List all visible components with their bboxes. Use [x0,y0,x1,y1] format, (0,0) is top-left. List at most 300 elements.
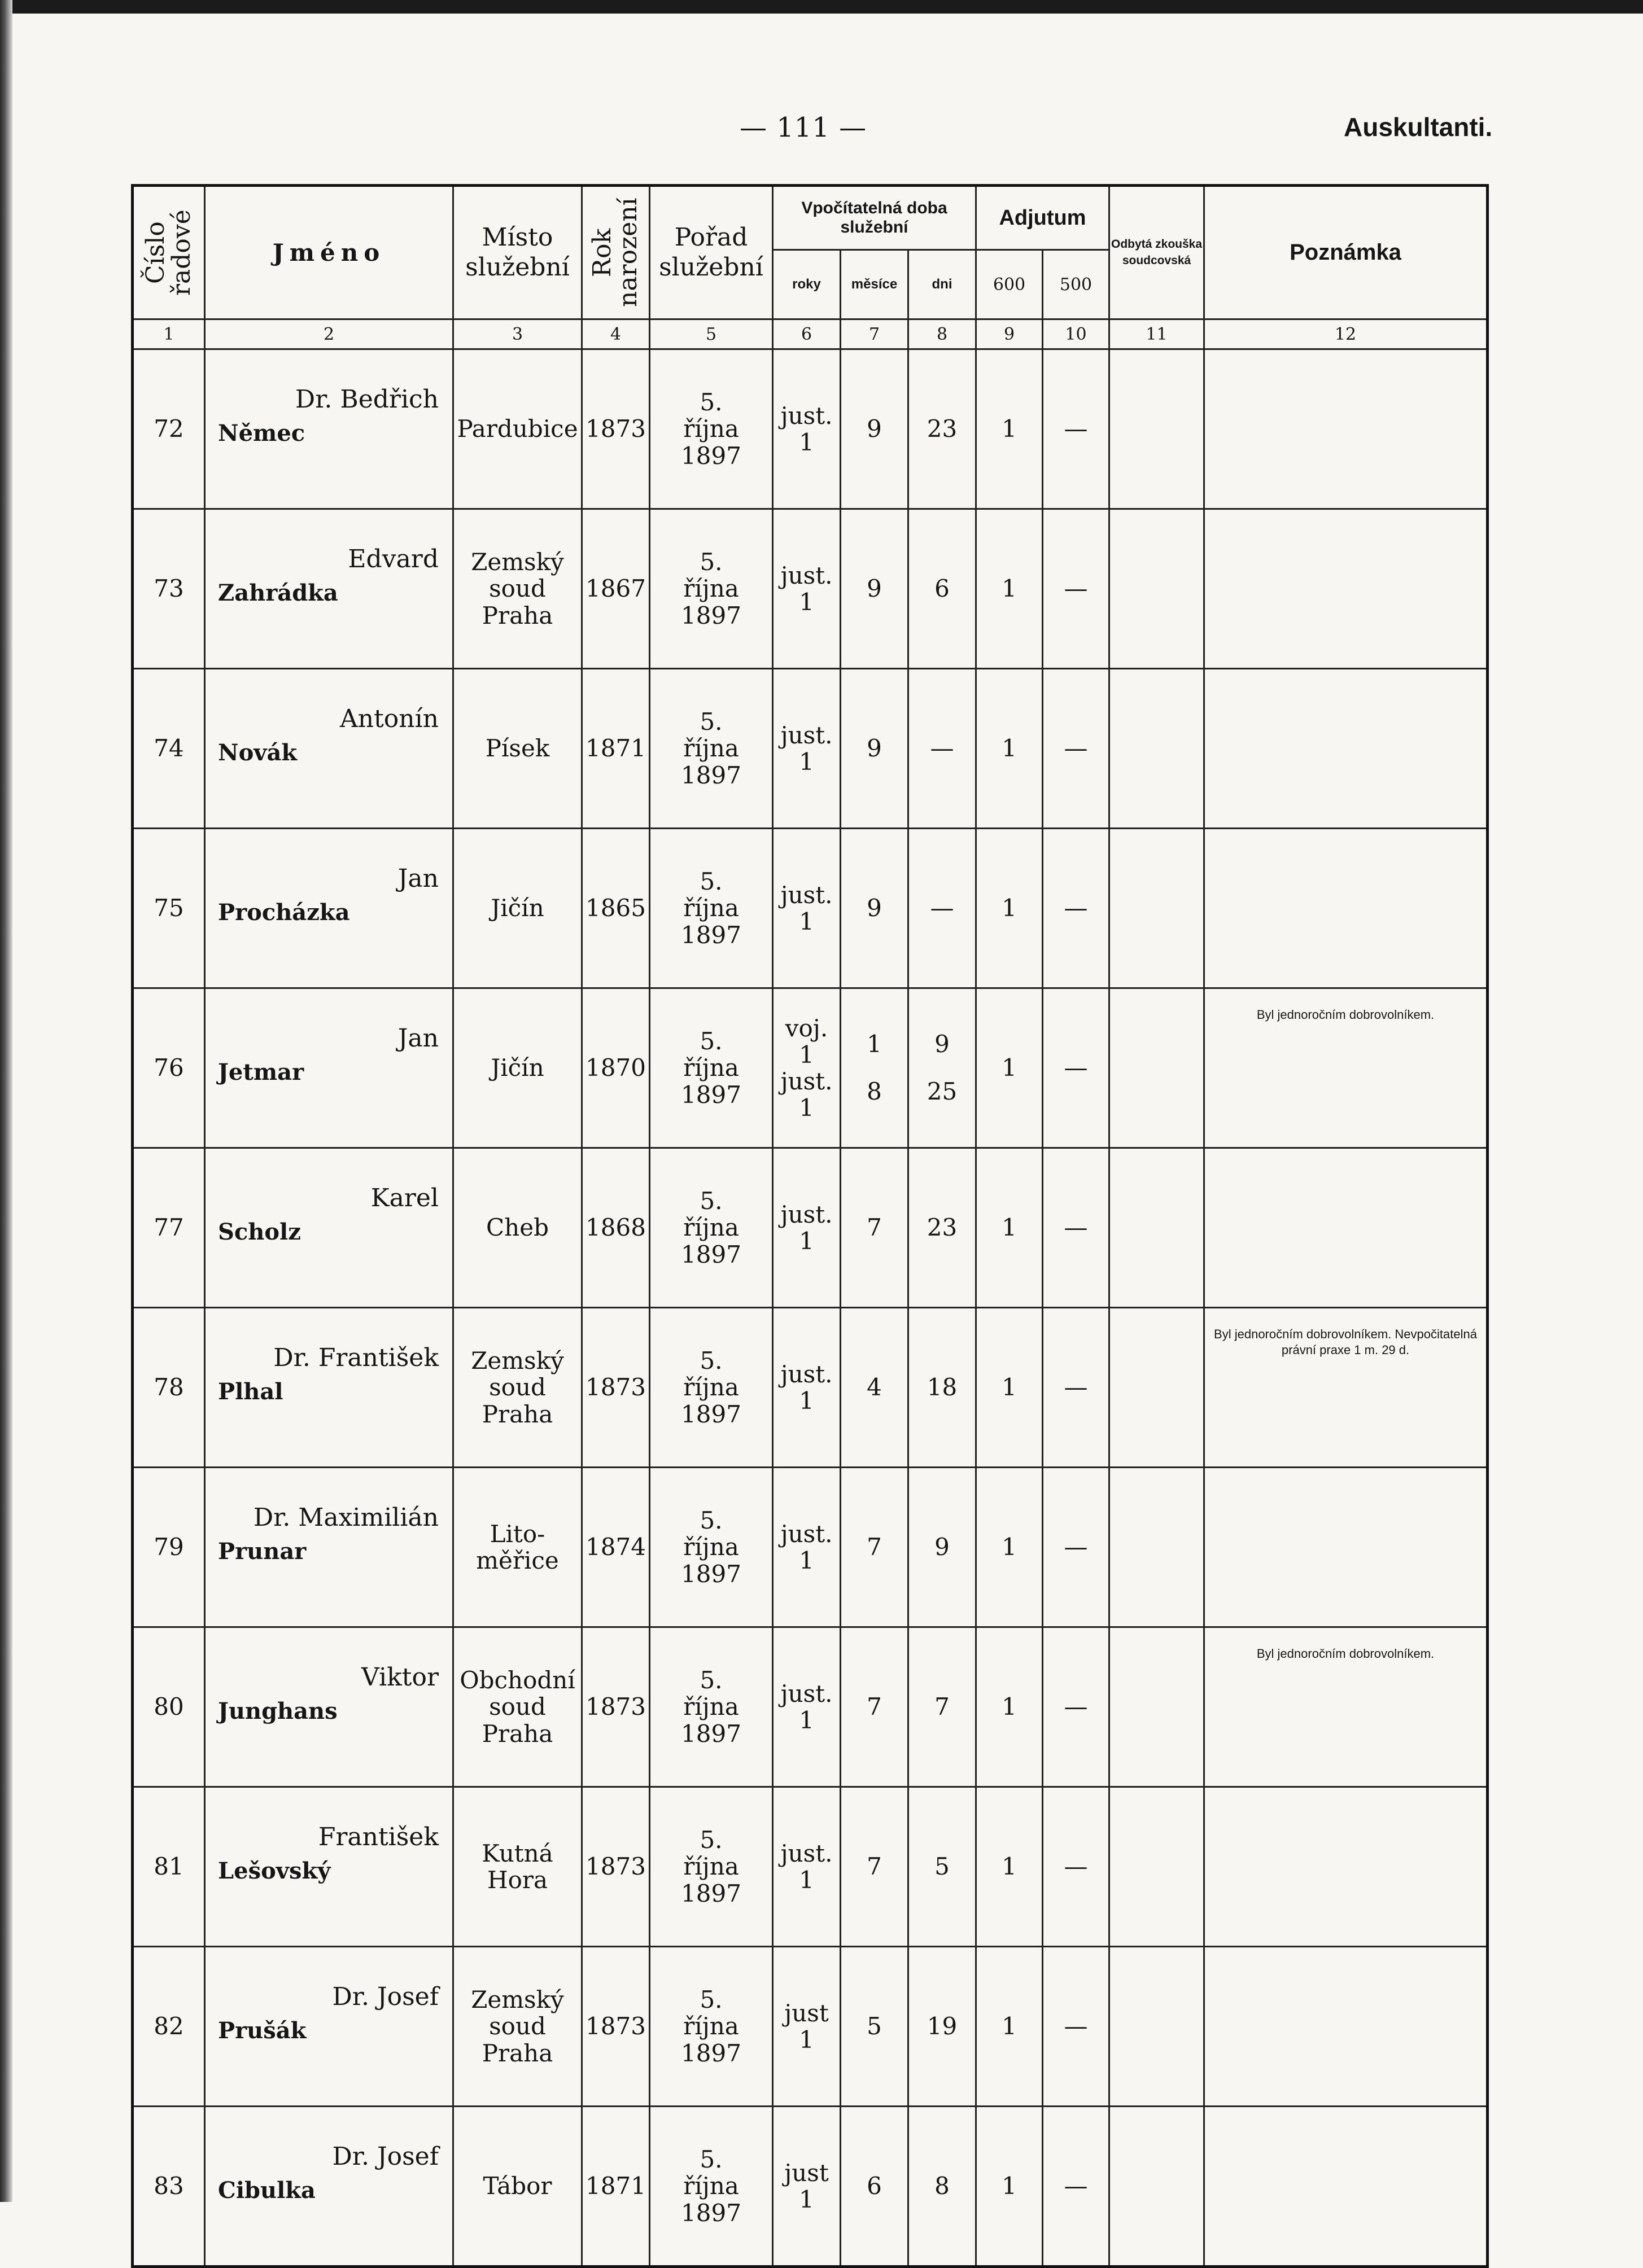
header-poznamka: Poznámka [1204,186,1488,319]
years-line: 1 [799,908,814,935]
column-number: 4 [582,319,650,349]
given-name: Edvard [348,545,439,573]
years-line: 1 [799,1227,814,1255]
note-cell [1204,1308,1488,1468]
note-cell [1204,509,1488,669]
given-name: Jan [397,864,439,893]
row-number [133,349,205,509]
row-number-text: 82 [154,2012,184,2041]
years-line: just. [780,1520,833,1548]
adjutum-600-value: 1 [1002,734,1017,763]
days-value: 7 [934,1693,950,1720]
years-line: just. [780,561,833,589]
header-mesice: měsíce [841,250,908,319]
adjutum-600-cell [976,509,1043,669]
exam-cell [1109,988,1204,1148]
years-cell [773,1787,841,1947]
adjutum-500-value: — [1064,1373,1088,1402]
adjutum-600-value: 1 [1002,1533,1017,1561]
name-cell [205,509,453,669]
given-name: Karel [370,1184,439,1212]
header-jmeno: Jméno [205,186,453,319]
name-cell [205,988,453,1148]
months-value: 7 [867,1853,882,1880]
surname: Cibulka [218,2177,316,2204]
exam-cell [1109,829,1204,988]
note-cell [1204,1627,1488,1787]
header-misto: Místo služební [453,186,582,319]
page-number: — 111 — [740,112,867,143]
adjutum-600-value: 1 [1002,894,1017,922]
service-order-line: 5. [700,1027,723,1056]
months-cell [841,1148,908,1308]
years-line: 1 [799,1040,814,1069]
header-adjutum-group: Adjutum [976,186,1109,250]
given-name: Dr. Josef [332,2142,439,2171]
scan-top-edge [0,0,1643,14]
header-adjutum-500: 500 [1043,250,1109,319]
given-name: František [318,1823,439,1851]
months-cell [841,1787,908,1947]
months-value: 6 [867,2172,882,2200]
row-number-text: 79 [154,1533,184,1561]
months-cell [841,2107,908,2267]
years-line: just. [780,1679,833,1707]
service-order-line: 5. [700,548,723,576]
surname: Novák [218,739,298,766]
adjutum-600-value: 1 [1002,1693,1017,1721]
days-cell [908,1627,976,1787]
birth-year-cell [582,2107,650,2267]
table-row [133,1947,1488,2107]
column-number: 7 [841,319,908,349]
name-cell [205,829,453,988]
name-cell [205,1787,453,1947]
note-cell [1204,1148,1488,1308]
service-order-line: 1897 [681,601,741,629]
adjutum-500-value: — [1064,575,1088,603]
service-order-line: 1897 [681,2199,741,2227]
adjutum-500-value: — [1064,1214,1088,1242]
adjutum-500-value: — [1064,1533,1088,1561]
birth-year: 1873 [585,415,646,443]
days-value: 23 [927,415,958,443]
column-number: 6 [773,319,841,349]
birth-year: 1870 [585,1054,646,1082]
header-adjutum-600: 600 [976,250,1043,319]
adjutum-500-value: — [1064,894,1088,922]
given-name: Dr. Josef [332,1982,439,2011]
days-value: 8 [934,2172,950,2200]
adjutum-600-cell [976,988,1043,1148]
days-cell [908,509,976,669]
row-number [133,509,205,669]
adjutum-500-cell [1043,1947,1109,2107]
service-order-cell [650,1627,773,1787]
note-cell [1204,1787,1488,1947]
birth-year-cell [582,509,650,669]
section-title: Auskultanti. [1344,112,1493,142]
column-number-row [133,319,1488,349]
months-cell [841,1947,908,2107]
service-order-cell [650,1148,773,1308]
months-value: 4 [867,1373,882,1401]
adjutum-500-cell [1043,349,1109,509]
service-order-line: 1897 [681,1879,741,1907]
months-value: 9 [867,894,882,922]
birth-year: 1871 [585,734,646,763]
adjutum-600-cell [976,669,1043,829]
exam-cell [1109,1627,1204,1787]
row-number [133,1627,205,1787]
given-name: Dr. Bedřich [295,385,439,414]
days-value: 9 [934,1533,950,1561]
table-row [133,1468,1488,1627]
days-value: — [930,894,954,922]
exam-cell [1109,509,1204,669]
row-number [133,1308,205,1468]
surname: Němec [218,420,305,446]
column-number: 8 [908,319,976,349]
place-cell [453,669,582,829]
row-number-text: 81 [154,1853,184,1881]
years-line: just. [780,1067,833,1095]
months-value: 1 [867,1030,882,1058]
adjutum-500-cell [1043,829,1109,988]
service-order-line: 1897 [681,1560,741,1588]
table-row [133,1148,1488,1308]
months-cell [841,349,908,509]
column-number: 12 [1204,319,1488,349]
exam-cell [1109,1947,1204,2107]
years-line: 1 [799,1094,814,1122]
row-number-text: 75 [154,894,184,922]
days-cell [908,1787,976,1947]
months-value: 7 [867,1693,882,1720]
surname: Junghans [218,1698,338,1724]
service-order-cell [650,1308,773,1468]
name-cell [205,2107,453,2267]
row-number [133,1148,205,1308]
row-number-text: 78 [154,1373,184,1402]
place-cell [453,349,582,509]
months-cell [841,1468,908,1627]
adjutum-600-value: 1 [1002,2172,1017,2200]
days-cell [908,349,976,509]
years-line: just. [780,1360,833,1388]
adjutum-500-cell [1043,1787,1109,1947]
given-name: Jan [397,1024,439,1053]
years-cell [773,1468,841,1627]
birth-year-cell [582,1308,650,1468]
exam-cell [1109,2107,1204,2267]
days-cell [908,1148,976,1308]
years-cell [773,1627,841,1787]
days-value: 6 [934,575,950,602]
table-row [133,829,1488,988]
service-order-line: 1897 [681,1080,741,1109]
days-value: 25 [927,1078,958,1105]
header-zkouska: Odbytá zkouška soudcovská [1109,186,1204,319]
birth-year-cell [582,988,650,1148]
name-cell [205,1148,453,1308]
days-cell [908,2107,976,2267]
adjutum-500-cell [1043,1627,1109,1787]
birth-year-cell [582,669,650,829]
place-text: Zemský soud Praha [471,1986,564,2067]
adjutum-600-cell [976,2107,1043,2267]
service-order-line: října [683,2172,739,2200]
service-order-cell [650,509,773,669]
place-cell [453,1468,582,1627]
adjutum-600-cell [976,1468,1043,1627]
years-line: just. [780,1200,833,1228]
service-order-line: 1897 [681,1240,741,1268]
birth-year: 1871 [585,2172,646,2200]
adjutum-500-value: — [1064,2012,1088,2041]
service-order-line: října [683,1853,739,1881]
place-text: Kutná Hora [482,1839,553,1894]
column-number: 5 [650,319,773,349]
exam-cell [1109,1148,1204,1308]
service-order-line: 5. [700,1826,723,1854]
birth-year-cell [582,1787,650,1947]
note-text: Byl jednoročním dobrovolníkem. [1256,1008,1435,1022]
place-text: Pardubice [457,415,578,443]
place-text: Cheb [486,1214,549,1242]
row-number [133,1468,205,1627]
adjutum-600-cell [976,1627,1043,1787]
header-service-group: Vpočítatelná doba služební [773,186,976,250]
note-cell [1204,829,1488,988]
row-number [133,1787,205,1947]
years-line: 1 [799,1547,814,1574]
years-line: just. [780,881,833,909]
service-order-line: 5. [700,388,723,417]
row-number [133,2107,205,2267]
service-order-line: 5. [700,1507,723,1535]
years-cell [773,988,841,1148]
service-order-cell [650,2107,773,2267]
column-number: 1 [133,319,205,349]
years-cell [773,1947,841,2107]
name-cell [205,349,453,509]
place-cell [453,1787,582,1947]
table-row [133,1308,1488,1468]
birth-year: 1873 [585,1373,646,1402]
months-cell [841,1308,908,1468]
scan-left-edge [0,0,12,2202]
service-order-line: 5. [700,1986,723,2014]
service-order-line: října [683,1533,739,1561]
birth-year-cell [582,1947,650,2107]
years-line: just. [780,401,833,430]
row-number [133,829,205,988]
service-order-line: října [683,1693,739,1721]
years-line: just [784,1999,829,2027]
birth-year-cell [582,349,650,509]
note-cell [1204,349,1488,509]
row-number-text: 73 [154,575,184,603]
column-number: 2 [205,319,453,349]
adjutum-500-cell [1043,669,1109,829]
place-text: Zemský soud Praha [471,548,564,629]
service-order-line: 1897 [681,761,741,789]
table-row [133,2107,1488,2267]
years-cell [773,669,841,829]
service-order-line: října [683,894,739,922]
name-cell [205,1947,453,2107]
days-value: 5 [934,1853,950,1880]
header-porad: Pořad služební [650,186,773,319]
birth-year: 1874 [585,1533,646,1561]
row-number-text: 80 [154,1693,184,1721]
adjutum-500-cell [1043,1468,1109,1627]
service-order-line: října [683,1214,739,1242]
days-value: 23 [927,1214,958,1241]
given-name: Viktor [361,1663,439,1692]
service-order-line: října [683,734,739,763]
adjutum-600-value: 1 [1002,575,1017,603]
service-order-line: října [683,1373,739,1402]
service-order-line: 1897 [681,921,741,949]
row-number-text: 72 [154,415,184,443]
row-number-text: 74 [154,734,184,763]
header-dni: dni [908,250,976,319]
months-cell [841,988,908,1148]
days-cell [908,988,976,1148]
months-value: 9 [867,734,882,762]
service-order-cell [650,1787,773,1947]
service-order-line: 5. [700,868,723,896]
adjutum-500-value: — [1064,415,1088,443]
name-cell [205,1468,453,1627]
years-cell [773,509,841,669]
adjutum-600-cell [976,1148,1043,1308]
birth-year: 1867 [585,575,646,603]
register-table [131,184,1489,2268]
adjutum-500-value: — [1064,2172,1088,2200]
days-cell [908,1468,976,1627]
place-text: Jičín [491,894,544,922]
adjutum-600-cell [976,829,1043,988]
row-number [133,669,205,829]
place-text: Jičín [491,1054,544,1082]
table-row [133,509,1488,669]
years-line: just. [780,1839,833,1867]
years-cell [773,349,841,509]
months-value: 7 [867,1214,882,1241]
table-row [133,349,1488,509]
months-cell [841,509,908,669]
adjutum-600-cell [976,1787,1043,1947]
birth-year: 1868 [585,1214,646,1242]
place-cell [453,829,582,988]
note-cell [1204,1468,1488,1627]
column-number: 10 [1043,319,1109,349]
note-cell [1204,669,1488,829]
table-row [133,1787,1488,1947]
birth-year: 1873 [585,2012,646,2041]
service-order-line: 5. [700,1187,723,1215]
years-line: 1 [799,1706,814,1734]
table-row [133,1627,1488,1787]
place-text: Lito-měřice [476,1520,559,1574]
place-cell [453,988,582,1148]
adjutum-500-cell [1043,509,1109,669]
row-number [133,1947,205,2107]
surname: Jetmar [218,1059,304,1085]
years-line: 1 [799,1866,814,1894]
exam-cell [1109,349,1204,509]
surname: Scholz [218,1219,301,1245]
years-line: voj. [785,1014,828,1042]
years-cell [773,829,841,988]
service-order-line: října [683,415,739,443]
service-order-line: 1897 [681,441,741,470]
exam-cell [1109,1308,1204,1468]
adjutum-500-cell [1043,1148,1109,1308]
surname: Prunar [218,1538,307,1565]
months-cell [841,829,908,988]
header-rok: Rok narození [582,186,650,319]
adjutum-600-value: 1 [1002,1853,1017,1881]
place-text: Písek [485,734,550,763]
adjutum-500-value: — [1064,1853,1088,1881]
adjutum-500-value: — [1064,734,1088,763]
service-order-cell [650,349,773,509]
adjutum-600-value: 1 [1002,415,1017,443]
adjutum-600-cell [976,1947,1043,2107]
service-order-line: října [683,2012,739,2041]
years-cell [773,2107,841,2267]
years-cell [773,1308,841,1468]
service-order-line: 5. [700,1347,723,1375]
service-order-line: 5. [700,2146,723,2174]
adjutum-600-value: 1 [1002,1054,1017,1082]
note-text: Byl jednoročním dobrovolníkem. [1256,1647,1435,1661]
surname: Plhal [218,1378,283,1405]
service-order-cell [650,988,773,1148]
exam-cell [1109,1468,1204,1627]
note-cell [1204,2107,1488,2267]
given-name: Antonín [339,704,439,733]
months-value: 5 [867,2012,882,2040]
birth-year-cell [582,1148,650,1308]
place-cell [453,509,582,669]
days-cell [908,669,976,829]
years-line: just [784,2158,829,2187]
service-order-line: 1897 [681,2039,741,2067]
months-value: 9 [867,575,882,602]
months-cell [841,1627,908,1787]
service-order-line: 1897 [681,1400,741,1428]
surname: Lešovský [218,1858,331,1884]
service-order-cell [650,1947,773,2107]
place-text: Tábor [483,2172,552,2200]
given-name: Dr. František [273,1343,439,1372]
birth-year: 1865 [585,894,646,922]
birth-year-cell [582,1468,650,1627]
name-cell [205,1627,453,1787]
days-value: 9 [934,1030,950,1058]
note-text: Byl jednoročním dobrovolníkem. Nevpočitatelná právní praxe 1 m. 29 d. [1214,1327,1477,1357]
days-value: 19 [927,2012,958,2040]
table-row [133,669,1488,829]
note-cell [1204,1947,1488,2107]
service-order-cell [650,829,773,988]
years-line: 1 [799,2026,814,2054]
